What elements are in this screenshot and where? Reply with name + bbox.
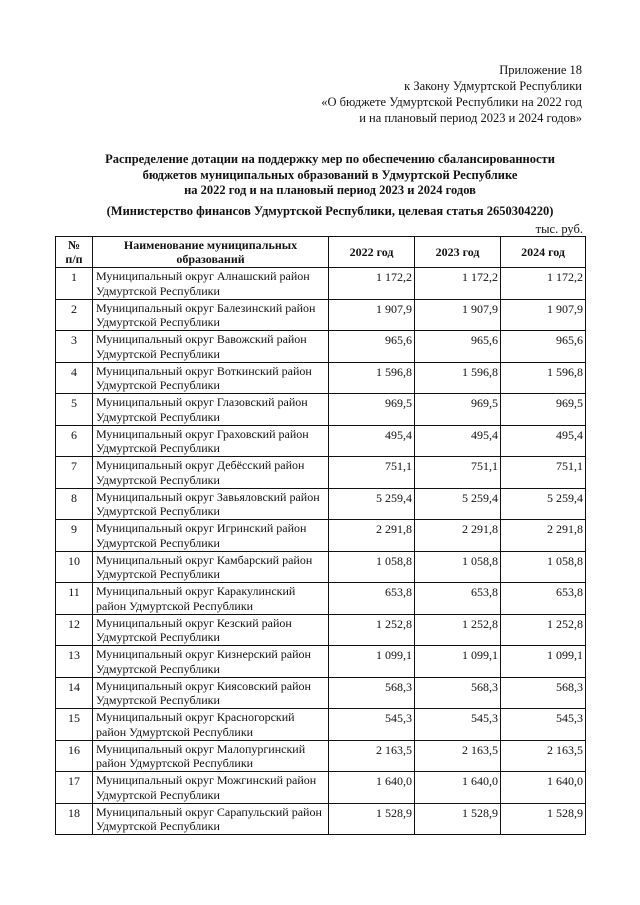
- row-value-2024: 545,3: [501, 709, 586, 741]
- table-row: [56, 803, 586, 835]
- annex-line-2: к Закону Удмуртской Республики: [404, 79, 582, 93]
- subsidy-table: [55, 236, 586, 835]
- row-number: 15: [56, 709, 93, 741]
- row-value-2022: 751,1: [329, 457, 415, 489]
- row-name: Муниципальный округ Киясовский район Удмуртской Республики: [93, 677, 329, 709]
- units-label: тыс. руб.: [535, 222, 583, 236]
- row-number: 4: [56, 362, 93, 394]
- header-2022: 2022 год: [329, 237, 415, 268]
- row-number: 2: [56, 299, 93, 331]
- row-value-2024: 1 907,9: [501, 299, 586, 331]
- row-name: Муниципальный округ Сарапульский район Удмуртской Республики: [93, 803, 329, 835]
- row-value-2024: 495,4: [501, 425, 586, 457]
- row-name: Муниципальный округ Кизнерский район Удмуртской Республики: [93, 646, 329, 678]
- row-value-2023: 653,8: [415, 583, 501, 615]
- table-row: [56, 772, 586, 804]
- row-name: Муниципальный округ Воткинский район Удмуртской Республики: [93, 362, 329, 394]
- row-value-2024: 568,3: [501, 677, 586, 709]
- row-number: 9: [56, 520, 93, 552]
- row-value-2024: 969,5: [501, 394, 586, 426]
- header-number-line-1: №: [67, 238, 81, 252]
- row-value-2023: 751,1: [415, 457, 501, 489]
- row-value-2023: 1 596,8: [415, 362, 501, 394]
- row-number: 18: [56, 803, 93, 835]
- row-value-2024: 965,6: [501, 331, 586, 363]
- row-value-2023: 2 291,8: [415, 520, 501, 552]
- header-name: Наименование муниципальных образований: [93, 237, 329, 268]
- row-value-2022: 495,4: [329, 425, 415, 457]
- row-value-2023: 568,3: [415, 677, 501, 709]
- table-row: [56, 268, 586, 300]
- row-value-2022: 545,3: [329, 709, 415, 741]
- row-value-2023: 1 058,8: [415, 551, 501, 583]
- row-name: Муниципальный округ Игринский район Удмуртской Республики: [93, 520, 329, 552]
- table-row: [56, 331, 586, 363]
- row-value-2022: 965,6: [329, 331, 415, 363]
- row-value-2024: 1 596,8: [501, 362, 586, 394]
- row-number: 1: [56, 268, 93, 300]
- row-name: Муниципальный округ Балезинский район Удмуртской Республики: [93, 299, 329, 331]
- row-number: 13: [56, 646, 93, 678]
- row-value-2022: 5 259,4: [329, 488, 415, 520]
- row-name: Муниципальный округ Красногорский район Удмуртской Республики: [93, 709, 329, 741]
- row-value-2022: 1 596,8: [329, 362, 415, 394]
- row-value-2023: 1 252,8: [415, 614, 501, 646]
- row-number: 5: [56, 394, 93, 426]
- table-row: [56, 425, 586, 457]
- row-name: Муниципальный округ Кезский район Удмуртской Республики: [93, 614, 329, 646]
- row-value-2022: 1 907,9: [329, 299, 415, 331]
- row-number: 12: [56, 614, 93, 646]
- row-value-2022: 568,3: [329, 677, 415, 709]
- table-row: [56, 299, 586, 331]
- row-number: 10: [56, 551, 93, 583]
- table-row: [56, 551, 586, 583]
- row-value-2024: 1 172,2: [501, 268, 586, 300]
- row-number: 8: [56, 488, 93, 520]
- row-value-2024: 751,1: [501, 457, 586, 489]
- row-value-2024: 5 259,4: [501, 488, 586, 520]
- row-name: Муниципальный округ Камбарский район Удмуртской Республики: [93, 551, 329, 583]
- annex-line-3: «О бюджете Удмуртской Республики на 2022 год: [321, 95, 582, 109]
- row-value-2022: 1 172,2: [329, 268, 415, 300]
- title-line-3: на 2022 год и на плановый период 2023 и 2024 годов: [184, 183, 476, 197]
- row-value-2022: 2 163,5: [329, 740, 415, 772]
- table-row: [56, 646, 586, 678]
- table-row: [56, 740, 586, 772]
- table-row: [56, 709, 586, 741]
- row-name: Муниципальный округ Можгинский район Удмуртской Республики: [93, 772, 329, 804]
- annex-line-4: и на плановый период 2023 и 2024 годов»: [359, 111, 582, 125]
- row-value-2024: 1 252,8: [501, 614, 586, 646]
- row-value-2023: 1 640,0: [415, 772, 501, 804]
- table-row: [56, 583, 586, 615]
- table-header-row: [56, 237, 586, 268]
- row-value-2022: 1 640,0: [329, 772, 415, 804]
- table-row: [56, 394, 586, 426]
- row-value-2023: 965,6: [415, 331, 501, 363]
- row-value-2024: 653,8: [501, 583, 586, 615]
- table-row: [56, 362, 586, 394]
- table-row: [56, 488, 586, 520]
- row-value-2023: 495,4: [415, 425, 501, 457]
- row-name: Муниципальный округ Глазовский район Удмуртской Республики: [93, 394, 329, 426]
- row-value-2023: 1 528,9: [415, 803, 501, 835]
- header-number: [56, 237, 93, 268]
- row-number: 11: [56, 583, 93, 615]
- table-row: [56, 520, 586, 552]
- table-row: [56, 457, 586, 489]
- row-value-2022: 653,8: [329, 583, 415, 615]
- header-2024: 2024 год: [501, 237, 586, 268]
- row-value-2023: 545,3: [415, 709, 501, 741]
- row-value-2023: 5 259,4: [415, 488, 501, 520]
- row-number: 6: [56, 425, 93, 457]
- row-name: Муниципальный округ Каракулинский район Удмуртской Республики: [93, 583, 329, 615]
- row-value-2022: 1 099,1: [329, 646, 415, 678]
- row-value-2024: 1 640,0: [501, 772, 586, 804]
- row-number: 7: [56, 457, 93, 489]
- row-name: Муниципальный округ Завьяловский район Удмуртской Республики: [93, 488, 329, 520]
- row-number: 17: [56, 772, 93, 804]
- header-2023: 2023 год: [415, 237, 501, 268]
- row-number: 3: [56, 331, 93, 363]
- row-value-2022: 1 058,8: [329, 551, 415, 583]
- row-name: Муниципальный округ Дебёсский район Удмуртской Республики: [93, 457, 329, 489]
- row-number: 16: [56, 740, 93, 772]
- row-value-2022: 969,5: [329, 394, 415, 426]
- document-title: [60, 152, 600, 199]
- row-value-2022: 1 528,9: [329, 803, 415, 835]
- row-value-2023: 2 163,5: [415, 740, 501, 772]
- row-value-2024: 2 163,5: [501, 740, 586, 772]
- title-line-2: бюджетов муниципальных образований в Удмуртской Республике: [142, 167, 518, 182]
- annex-line-1: Приложение 18: [499, 63, 582, 77]
- row-value-2024: 2 291,8: [501, 520, 586, 552]
- title-line-1: Распределение дотации на поддержку мер по обеспечению сбалансированности: [105, 152, 555, 166]
- row-value-2024: 1 528,9: [501, 803, 586, 835]
- row-number: 14: [56, 677, 93, 709]
- table-row: [56, 614, 586, 646]
- header-number-line-2: п/п: [65, 252, 83, 266]
- row-value-2023: 1 907,9: [415, 299, 501, 331]
- row-value-2022: 2 291,8: [329, 520, 415, 552]
- row-value-2023: 1 099,1: [415, 646, 501, 678]
- annex-header: [321, 62, 582, 126]
- row-name: Муниципальный округ Граховский район Удмуртской Республики: [93, 425, 329, 457]
- row-value-2024: 1 058,8: [501, 551, 586, 583]
- document-subtitle: (Министерство финансов Удмуртской Республики, целевая статья 2650304220): [106, 204, 554, 218]
- row-value-2024: 1 099,1: [501, 646, 586, 678]
- row-value-2022: 1 252,8: [329, 614, 415, 646]
- row-value-2023: 1 172,2: [415, 268, 501, 300]
- row-value-2023: 969,5: [415, 394, 501, 426]
- row-name: Муниципальный округ Малопургинский район Удмуртской Республики: [93, 740, 329, 772]
- table-row: [56, 677, 586, 709]
- row-name: Муниципальный округ Алнашский район Удмуртской Республики: [93, 268, 329, 300]
- row-name: Муниципальный округ Вавожский район Удмуртской Республики: [93, 331, 329, 363]
